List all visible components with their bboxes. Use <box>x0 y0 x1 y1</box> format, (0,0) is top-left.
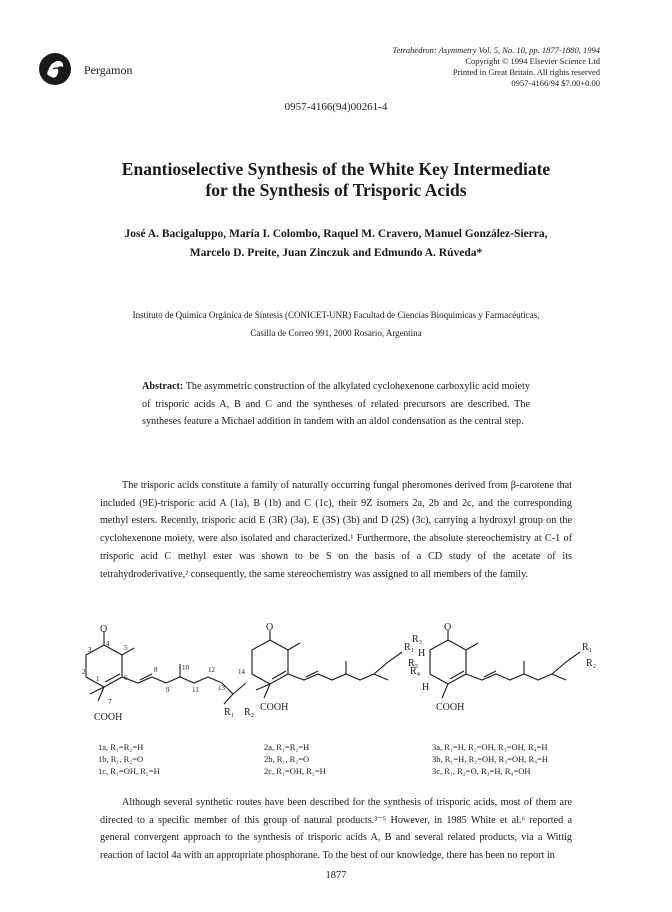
s1-atom-10: 10 <box>182 664 189 672</box>
s3-cooh: COOH <box>436 702 465 713</box>
s3-r3: R₃ <box>412 634 423 645</box>
s1-cooh: COOH <box>94 712 123 723</box>
s1-atom-1: 1 <box>96 675 100 683</box>
title-line-2: for the Synthesis of Trisporic Acids <box>205 180 467 200</box>
s1-atom-6: 6 <box>124 674 128 682</box>
journal-line-3: Printed in Great Britain. All rights reserved <box>452 67 600 77</box>
affiliation <box>100 306 572 342</box>
s3-r4: R₄ <box>410 666 421 677</box>
s2-cooh: COOH <box>260 702 289 713</box>
s3-h-lower: H <box>422 682 430 693</box>
body-paragraph-2: Although several synthetic routes have been described for the synthesis of trisporic acids, most of them are directed to a specific member of this group of natural products.³⁻⁵ However, in 1985 White et al.⁶ reported a general convergent approach to the synthesis of trisporic acids A, B and several related products, via a Wittig reaction of lactol 4a with an appropriate phosphorane. To the best of our knowledge, there has been no report in <box>100 797 572 862</box>
abstract <box>142 378 530 431</box>
s3-label-3b: 3b, R₁=H, R₂=OH, R₃=OH, R₄=H <box>432 754 549 764</box>
s1-atom-5: 5 <box>124 644 128 652</box>
s1-atom-14: 14 <box>238 668 245 676</box>
title-line-1: Enantioselective Synthesis of the White Key Intermediate <box>121 159 551 179</box>
s1-atom-9: 9 <box>166 686 170 694</box>
abstract-text: The asymmetric construction of the alkylated cyclohexenone carboxylic acid moiety of trisporic acids A, B and C and the syntheses of related precursors are described. The syntheses feature a Michael addition in tandem with an aldol condensation as the central step. <box>142 381 530 427</box>
abstract-label: Abstract: <box>142 381 184 392</box>
s1-atom-11: 11 <box>192 686 199 694</box>
s1-atom-7: 7 <box>108 698 112 706</box>
s2-r2: R₂ <box>408 658 419 669</box>
s2-label-2c: 2c, R₁=OH, R₂=H <box>264 766 326 776</box>
authors-line-1: José A. Bacigaluppo, María I. Colombo, Raquel M. Cravero, Manuel González-Sierra, <box>124 228 548 240</box>
chemical-structures-figure <box>68 622 604 788</box>
s1-atom-3: 3 <box>88 646 92 654</box>
s2-label-2a: 2a, R₁=R₂=H <box>264 742 310 752</box>
affiliation-line-2: Casilla de Correo 991, 2000 Rosario, Argentina <box>250 328 422 338</box>
s2-label-2b: 2b, R₁, R₂=O <box>264 754 310 764</box>
structure-3a-skeleton <box>430 630 580 698</box>
intro-paragraph: The trisporic acids constitute a family of naturally occurring fungal pheromones derived from β-carotene that included (9E)-trisporic acid A (1a), B (1b) and C (1c), their 9Z isomers 2a, 2b and 2c, and the corresponding methyl esters. Recently, trisporic acid E (3R) (3a), E (3S) (3b) and D (2S) (3c), carrying a hydroxyl group on the cyclohexenone moiety, were also isolated and characterized.¹ Furthermore, the absolute stereochemistry at C-1 of trisporic acid C methyl ester was shown to be S on the basis of a CD study of the acetate of its tetrahydroderivative,² consequently, the same stereochemistry was assigned to all members of the family. <box>100 480 572 580</box>
s2-oxygen: O <box>266 622 274 633</box>
s3-r1: R₁ <box>582 642 593 653</box>
journal-line-2: Copyright © 1994 Elsevier Science Ltd <box>465 56 600 66</box>
s1-atom-2: 2 <box>82 668 86 676</box>
s1-atom-4: 4 <box>106 640 110 648</box>
s3-h-upper: H <box>418 648 426 659</box>
page-number: 1877 <box>325 870 347 881</box>
affiliation-line-1: Instituto de Química Orgánica de Síntesis (CONICET-UNR) Facultad de Ciencias Bioquímicas y Farmacéuticas, <box>132 310 540 320</box>
article-doi: 0957-4166(94)00261-4 <box>284 101 388 113</box>
publisher-name: Pergamon <box>84 63 133 77</box>
pergamon-logo <box>38 52 72 86</box>
authors-line-2: Marcelo D. Preite, Juan Zinczuk and Edmundo A. Rúveda* <box>189 247 483 259</box>
s2-r1: R₁ <box>404 642 415 653</box>
s3-r2: R₂ <box>586 658 597 669</box>
author-list <box>70 225 602 263</box>
s3-label-3c: 3c, R₁, R₂=O, R₃=H, R₄=OH <box>432 766 531 776</box>
journal-reference <box>280 45 600 89</box>
paper-title <box>60 159 612 201</box>
s3-oxygen: O <box>444 622 452 633</box>
journal-line-4: 0957-4166/94 $7.00+0.00 <box>511 78 600 88</box>
s1-r2: R₂ <box>244 707 255 718</box>
structure-2a-skeleton <box>252 630 402 698</box>
s1-label-1b: 1b, R₁, R₂=O <box>98 754 144 764</box>
s1-atom-13: 13 <box>218 684 225 692</box>
s1-label-1c: 1c, R₁=OH, R₂=H <box>98 766 160 776</box>
s1-atom-12: 12 <box>208 666 215 674</box>
journal-line-1: Tetrahedron: Asymmetry Vol. 5, No. 10, pp. 1877-1880, 1994 <box>392 45 600 55</box>
s1-label-1a: 1a, R₁=R₂=H <box>98 742 144 752</box>
s3-label-3a: 3a, R₁=H, R₂=OH, R₃=OH, R₄=H <box>432 742 548 752</box>
s1-atom-8: 8 <box>154 666 158 674</box>
s1-oxygen: O <box>100 624 108 635</box>
s1-r1: R₁ <box>224 707 235 718</box>
